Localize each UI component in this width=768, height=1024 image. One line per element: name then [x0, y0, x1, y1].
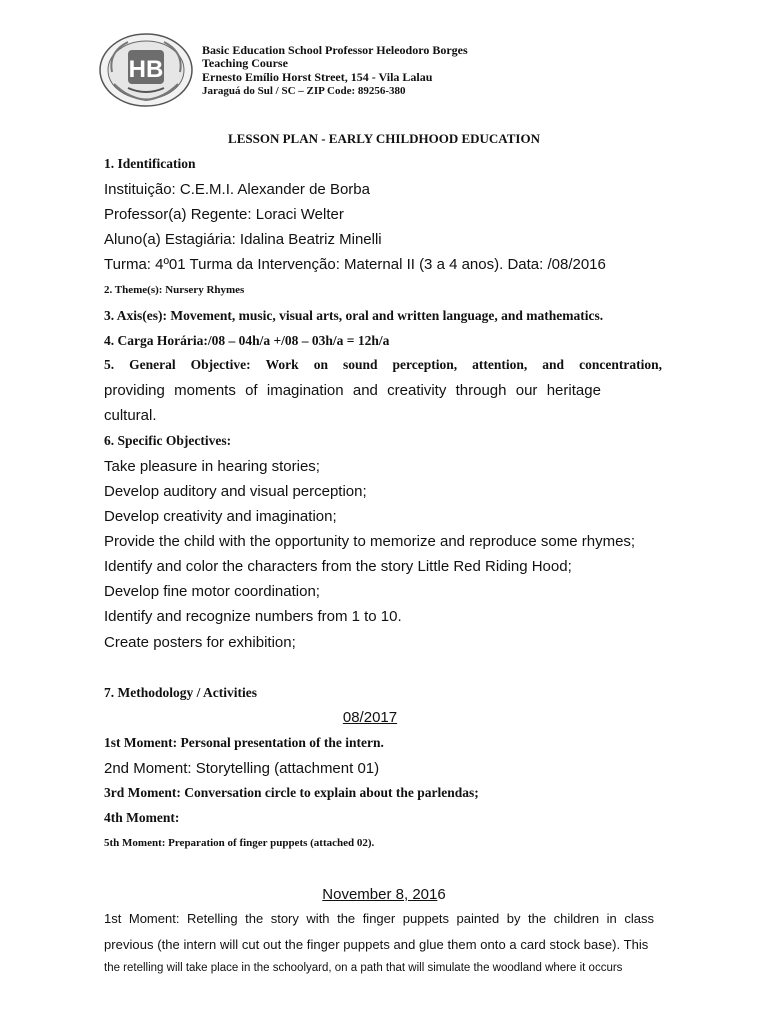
activity-paragraph-line2: previous (the intern will cut out the finger puppets and glue them onto a card stock base). This	[104, 937, 649, 952]
general-objective-line3: cultural.	[104, 407, 157, 424]
moment-3: 3rd Moment: Conversation circle to explain about the parlendas;	[104, 785, 479, 800]
axes-line: 3. Axis(es): Movement, music, visual arts, oral and written language, and mathematics.	[104, 308, 604, 323]
student-line: Aluno(a) Estagiária: Idalina Beatriz Minelli	[104, 231, 382, 248]
objective-item: Develop creativity and imagination;	[104, 508, 337, 525]
general-objective-line1: 5. General Objective: Work on sound perception, attention, and concentration,	[104, 357, 662, 372]
moment-2: 2nd Moment: Storytelling (attachment 01)	[104, 760, 380, 777]
objective-item: Develop auditory and visual perception;	[104, 483, 367, 500]
city-address: Jaraguá do Sul / SC – ZIP Code: 89256-380	[202, 85, 406, 97]
activity-date-2: November 8, 2016	[322, 886, 446, 903]
objective-item: Take pleasure in hearing stories;	[104, 458, 320, 475]
specific-objectives-heading: 6. Specific Objectives:	[104, 433, 232, 448]
class-line: Turma: 4º01 Turma da Intervenção: Maternal II (3 a 4 anos). Data: /08/2016	[104, 256, 606, 273]
teacher-line: Professor(a) Regente: Loraci Welter	[104, 206, 344, 223]
workload-line: 4. Carga Horária:/08 – 04h/a +/08 – 03h/a = 12h/a	[104, 333, 390, 348]
objective-item: Identify and recognize numbers from 1 to 10.	[104, 608, 402, 625]
identification-heading: 1. Identification	[104, 156, 196, 171]
document-title: LESSON PLAN - EARLY CHILDHOOD EDUCATION	[228, 131, 540, 146]
street-address: Ernesto Emílio Horst Street, 154 - Vila Lalau	[202, 70, 433, 84]
moment-5: 5th Moment: Preparation of finger puppets (attached 02).	[104, 837, 375, 849]
objective-item: Develop fine motor coordination;	[104, 583, 320, 600]
themes-line: 2. Theme(s): Nursery Rhymes	[104, 284, 245, 296]
activity-paragraph-line1: 1st Moment: Retelling the story with the finger puppets painted by the children in class	[104, 911, 654, 926]
objective-item: Create posters for exhibition;	[104, 634, 296, 651]
logo-lettering: HB	[128, 56, 164, 83]
moment-4: 4th Moment:	[104, 810, 180, 825]
school-name: Basic Education School Professor Heleodoro Borges	[202, 43, 468, 57]
institution-line: Instituição: C.E.M.I. Alexander de Borba	[104, 181, 370, 198]
objective-item: Identify and color the characters from the story Little Red Riding Hood;	[104, 558, 572, 575]
methodology-heading: 7. Methodology / Activities	[104, 685, 257, 700]
course-name: Teaching Course	[202, 56, 288, 70]
moment-1: 1st Moment: Personal presentation of the intern.	[104, 735, 384, 750]
school-logo	[98, 32, 194, 108]
activity-date-1: 08/2017	[342, 709, 398, 726]
activity-paragraph-line3: the retelling will take place in the schoolyard, on a path that will simulate the woodland where it occurs	[104, 962, 623, 974]
objective-item: Provide the child with the opportunity to memorize and reproduce some rhymes;	[104, 533, 636, 550]
general-objective-line2: providing moments of imagination and creativity through our heritage	[104, 382, 601, 399]
